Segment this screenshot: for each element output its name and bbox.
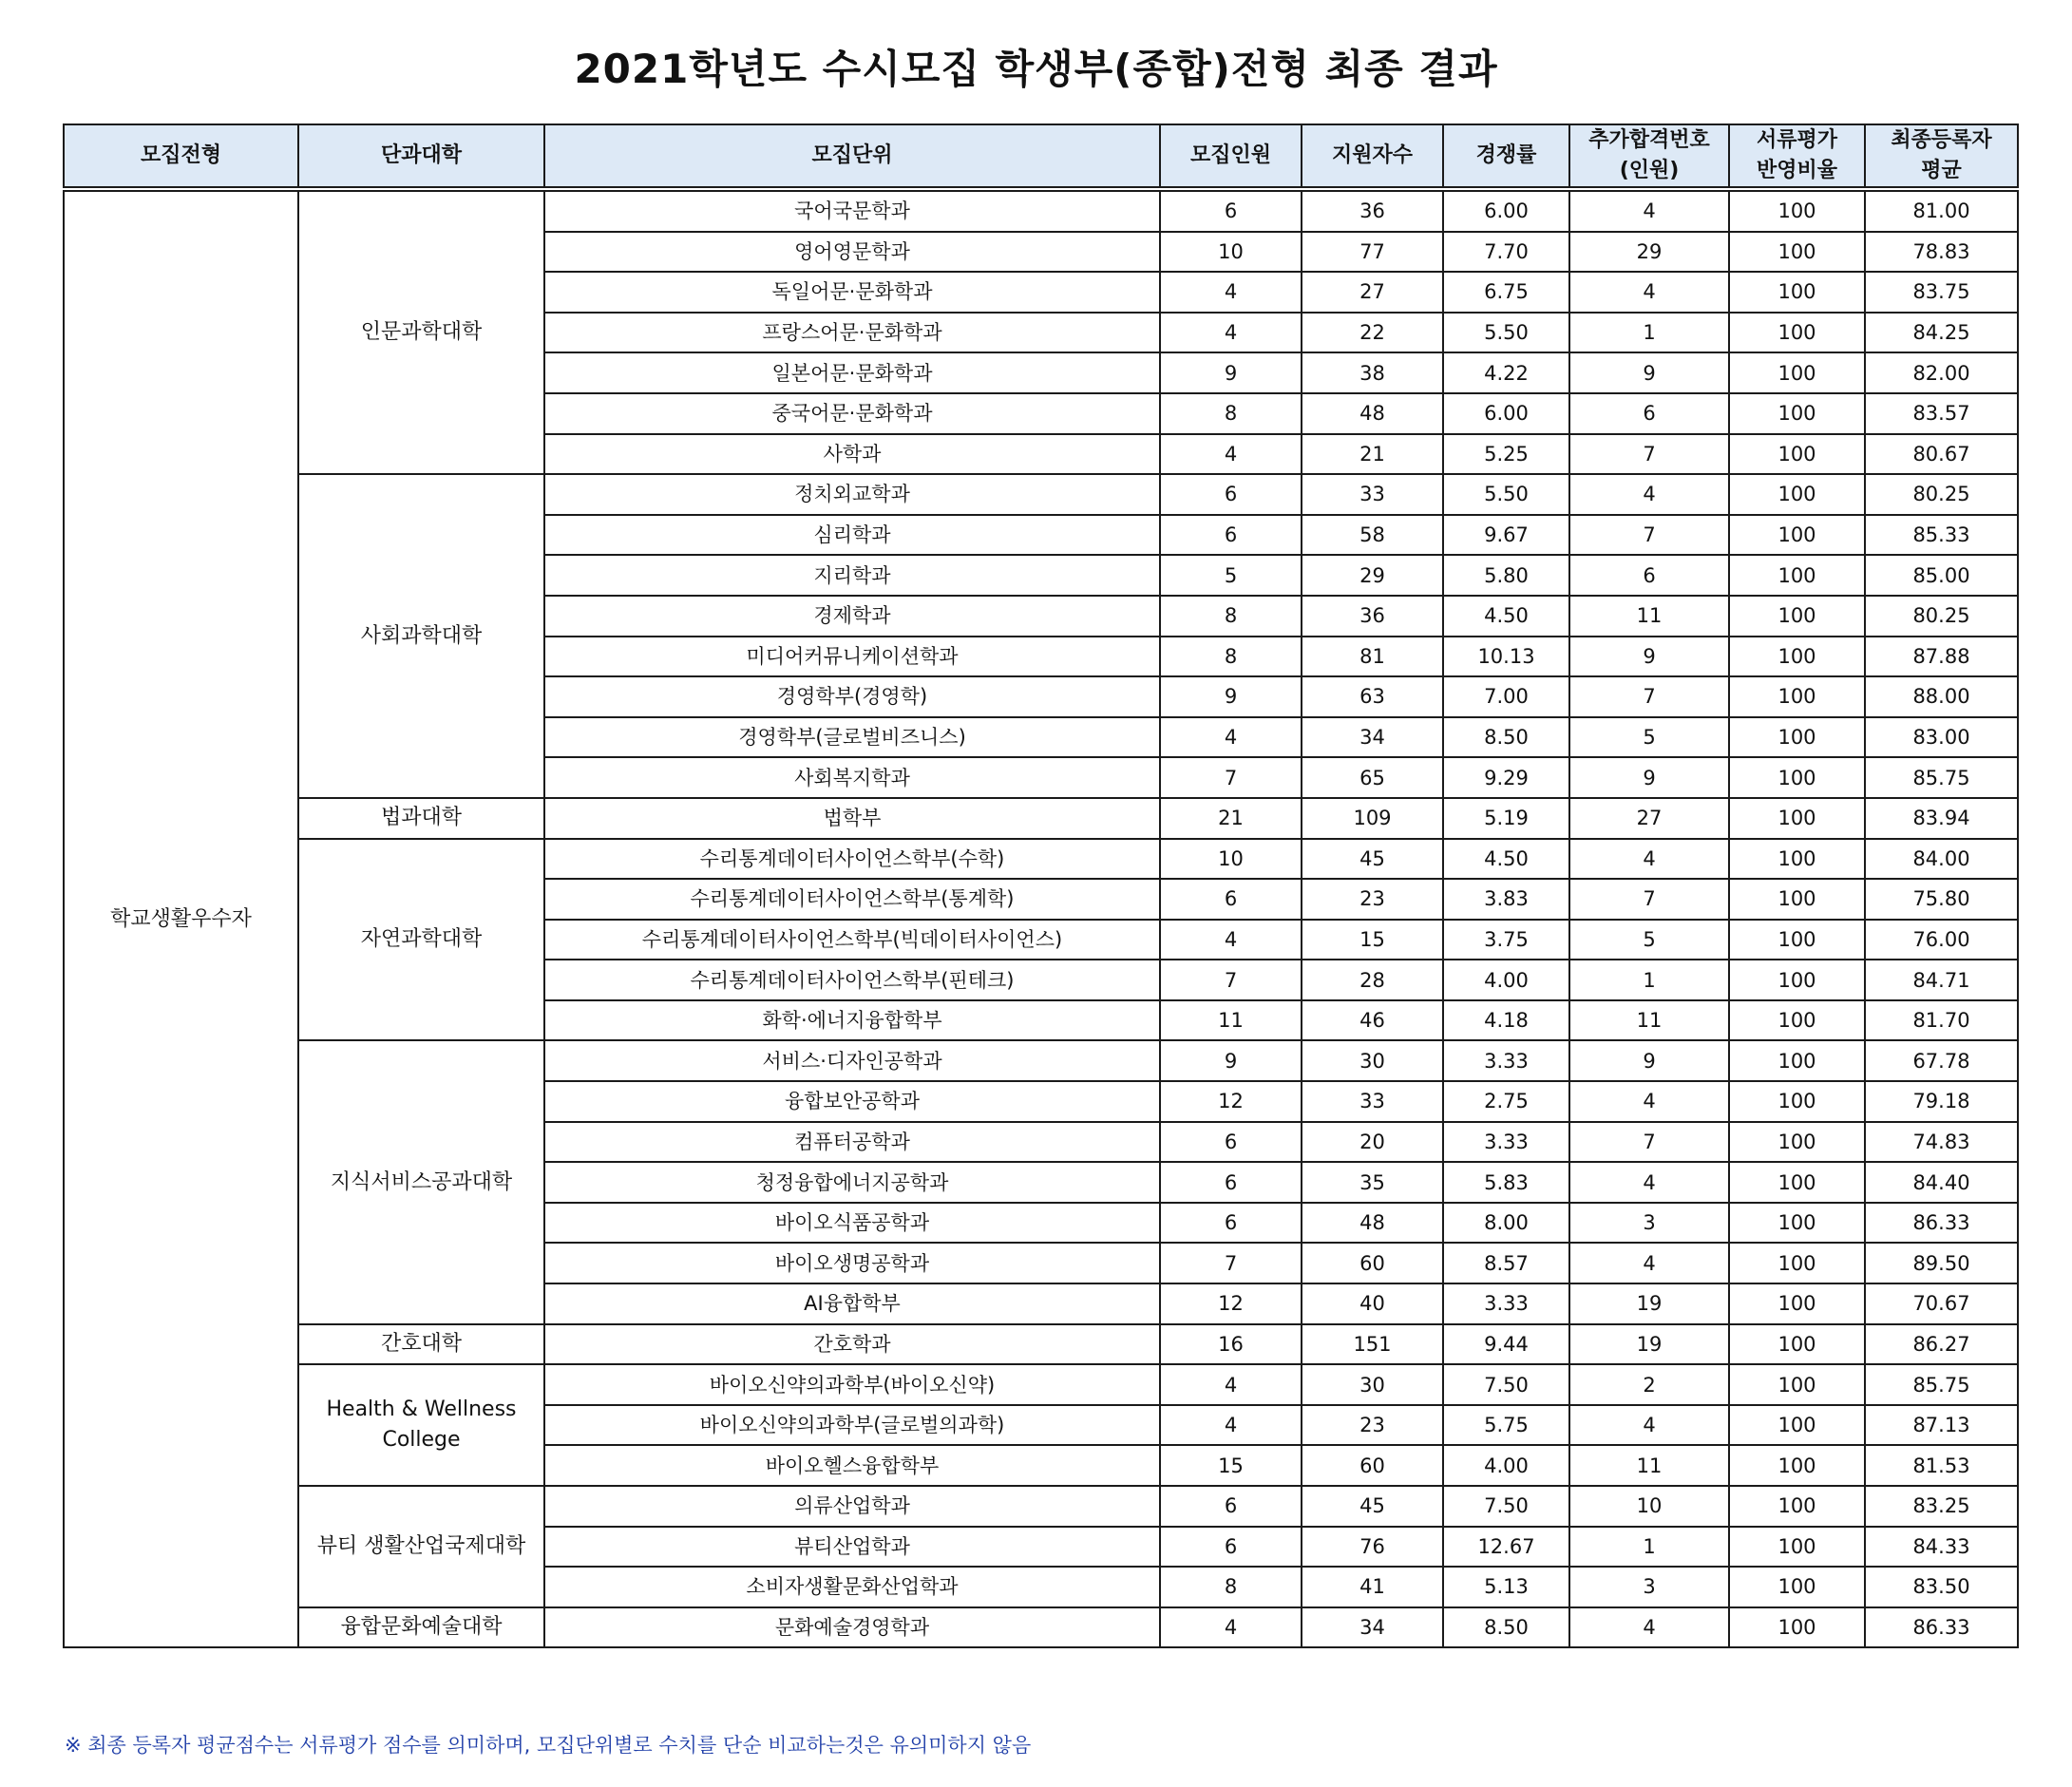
ratio-cell: 5.75 <box>1443 1405 1569 1446</box>
header-applicants: 지원자수 <box>1302 124 1443 189</box>
quota-cell: 9 <box>1160 352 1302 393</box>
doc-ratio-cell: 100 <box>1729 1040 1865 1081</box>
applicants-cell: 27 <box>1302 272 1443 313</box>
final-average-cell: 83.25 <box>1865 1486 2018 1527</box>
unit-cell: 미디어커뮤니케이션학과 <box>544 637 1160 677</box>
ratio-cell: 9.29 <box>1443 757 1569 798</box>
unit-cell: 의류산업학과 <box>544 1486 1160 1527</box>
doc-ratio-cell: 100 <box>1729 960 1865 1000</box>
applicants-cell: 22 <box>1302 313 1443 353</box>
final-average-cell: 80.25 <box>1865 474 2018 515</box>
doc-ratio-cell: 100 <box>1729 1000 1865 1041</box>
quota-cell: 12 <box>1160 1081 1302 1122</box>
unit-cell: 뷰티산업학과 <box>544 1527 1160 1568</box>
ratio-cell: 2.75 <box>1443 1081 1569 1122</box>
table-row <box>64 1364 2018 1405</box>
applicants-cell: 109 <box>1302 798 1443 839</box>
ratio-cell: 9.44 <box>1443 1324 1569 1365</box>
quota-cell: 6 <box>1160 1203 1302 1244</box>
table-row <box>64 1486 2018 1527</box>
extra-admission-cell: 9 <box>1569 757 1729 798</box>
ratio-cell: 6.75 <box>1443 272 1569 313</box>
college-cell <box>298 1364 544 1486</box>
quota-cell: 4 <box>1160 434 1302 475</box>
ratio-cell: 4.22 <box>1443 352 1569 393</box>
unit-cell: 청정융합에너지공학과 <box>544 1162 1160 1203</box>
extra-admission-cell: 29 <box>1569 232 1729 273</box>
college-cell: 융합문화예술대학 <box>298 1607 544 1648</box>
table-row <box>64 474 2018 515</box>
ratio-cell: 3.33 <box>1443 1283 1569 1324</box>
ratio-cell: 5.50 <box>1443 313 1569 353</box>
extra-admission-cell: 7 <box>1569 434 1729 475</box>
page-title: 2021학년도 수시모집 학생부(종합)전형 최종 결과 <box>574 46 1498 92</box>
quota-cell: 8 <box>1160 393 1302 434</box>
ratio-cell: 4.00 <box>1443 1445 1569 1486</box>
doc-ratio-cell: 100 <box>1729 272 1865 313</box>
final-average-cell: 67.78 <box>1865 1040 2018 1081</box>
college-line2: College <box>382 1428 461 1453</box>
ratio-cell: 12.67 <box>1443 1527 1569 1568</box>
quota-cell: 15 <box>1160 1445 1302 1486</box>
applicants-cell: 33 <box>1302 474 1443 515</box>
quota-cell: 8 <box>1160 1567 1302 1607</box>
ratio-cell: 8.00 <box>1443 1203 1569 1244</box>
doc-ratio-cell: 100 <box>1729 1243 1865 1283</box>
applicants-cell: 30 <box>1302 1364 1443 1405</box>
extra-admission-cell: 3 <box>1569 1567 1729 1607</box>
applicants-cell: 34 <box>1302 717 1443 758</box>
college-cell: 인문과학대학 <box>298 189 544 474</box>
extra-admission-cell: 19 <box>1569 1324 1729 1365</box>
ratio-cell: 5.13 <box>1443 1567 1569 1607</box>
applicants-cell: 15 <box>1302 920 1443 960</box>
ratio-cell: 3.33 <box>1443 1122 1569 1163</box>
header-final-line2: 평균 <box>1921 159 1962 182</box>
final-average-cell: 81.53 <box>1865 1445 2018 1486</box>
extra-admission-cell: 4 <box>1569 1081 1729 1122</box>
quota-cell: 6 <box>1160 474 1302 515</box>
quota-cell: 6 <box>1160 1162 1302 1203</box>
final-average-cell: 84.00 <box>1865 839 2018 880</box>
unit-cell: 국어국문학과 <box>544 189 1160 232</box>
final-average-cell: 86.33 <box>1865 1203 2018 1244</box>
applicants-cell: 38 <box>1302 352 1443 393</box>
doc-ratio-cell: 100 <box>1729 515 1865 556</box>
applicants-cell: 81 <box>1302 637 1443 677</box>
applicants-cell: 20 <box>1302 1122 1443 1163</box>
ratio-cell: 8.50 <box>1443 1607 1569 1648</box>
quota-cell: 4 <box>1160 1607 1302 1648</box>
header-doc-line2: 반영비율 <box>1756 159 1837 182</box>
header-extra-line1: 추가합격번호 <box>1588 128 1710 152</box>
final-average-cell: 84.40 <box>1865 1162 2018 1203</box>
table-row <box>64 1324 2018 1365</box>
college-cell: 사회과학대학 <box>298 474 544 798</box>
unit-cell: 수리통계데이터사이언스학부(통계학) <box>544 879 1160 920</box>
doc-ratio-cell: 100 <box>1729 1324 1865 1365</box>
ratio-cell: 5.83 <box>1443 1162 1569 1203</box>
final-average-cell: 86.33 <box>1865 1607 2018 1648</box>
unit-cell: 법학부 <box>544 798 1160 839</box>
college-line1: Health & Wellness <box>326 1397 517 1422</box>
applicants-cell: 30 <box>1302 1040 1443 1081</box>
table-row <box>64 1607 2018 1648</box>
applicants-cell: 63 <box>1302 676 1443 717</box>
applicants-cell: 60 <box>1302 1445 1443 1486</box>
quota-cell: 8 <box>1160 637 1302 677</box>
ratio-cell: 3.33 <box>1443 1040 1569 1081</box>
applicants-cell: 29 <box>1302 555 1443 596</box>
table-body <box>64 189 2018 1647</box>
header-final-average <box>1865 124 2018 189</box>
applicants-cell: 33 <box>1302 1081 1443 1122</box>
applicants-cell: 76 <box>1302 1527 1443 1568</box>
unit-cell: 바이오생명공학과 <box>544 1243 1160 1283</box>
extra-admission-cell: 4 <box>1569 189 1729 232</box>
extra-admission-cell: 4 <box>1569 839 1729 880</box>
quota-cell: 7 <box>1160 960 1302 1000</box>
final-average-cell: 81.00 <box>1865 189 2018 232</box>
quota-cell: 10 <box>1160 839 1302 880</box>
doc-ratio-cell: 100 <box>1729 474 1865 515</box>
quota-cell: 7 <box>1160 1243 1302 1283</box>
footnote: ※ 최종 등록자 평균점수는 서류평가 점수를 의미하며, 모집단위별로 수치를 단순 비교하는것은 유의미하지 않음 <box>65 1734 1032 1757</box>
unit-cell: 소비자생활문화산업학과 <box>544 1567 1160 1607</box>
applicants-cell: 45 <box>1302 1486 1443 1527</box>
applicants-cell: 36 <box>1302 189 1443 232</box>
final-average-cell: 84.25 <box>1865 313 2018 353</box>
header-final-line1: 최종등록자 <box>1891 128 1992 152</box>
applicants-cell: 65 <box>1302 757 1443 798</box>
header-quota: 모집인원 <box>1160 124 1302 189</box>
final-average-cell: 82.00 <box>1865 352 2018 393</box>
final-average-cell: 78.83 <box>1865 232 2018 273</box>
unit-cell: 화학·에너지융합학부 <box>544 1000 1160 1041</box>
unit-cell: 경영학부(경영학) <box>544 676 1160 717</box>
extra-admission-cell: 7 <box>1569 879 1729 920</box>
extra-admission-cell: 11 <box>1569 1000 1729 1041</box>
extra-admission-cell: 4 <box>1569 1162 1729 1203</box>
final-average-cell: 76.00 <box>1865 920 2018 960</box>
doc-ratio-cell: 100 <box>1729 1283 1865 1324</box>
doc-ratio-cell: 100 <box>1729 1122 1865 1163</box>
quota-cell: 10 <box>1160 232 1302 273</box>
extra-admission-cell: 7 <box>1569 515 1729 556</box>
header-extra-line2: (인원) <box>1619 159 1680 182</box>
applicants-cell: 60 <box>1302 1243 1443 1283</box>
applicants-cell: 23 <box>1302 879 1443 920</box>
doc-ratio-cell: 100 <box>1729 637 1865 677</box>
unit-cell: 수리통계데이터사이언스학부(핀테크) <box>544 960 1160 1000</box>
ratio-cell: 9.67 <box>1443 515 1569 556</box>
final-average-cell: 83.50 <box>1865 1567 2018 1607</box>
extra-admission-cell: 11 <box>1569 596 1729 637</box>
unit-cell: 심리학과 <box>544 515 1160 556</box>
ratio-cell: 3.75 <box>1443 920 1569 960</box>
extra-admission-cell: 3 <box>1569 1203 1729 1244</box>
doc-ratio-cell: 100 <box>1729 717 1865 758</box>
doc-ratio-cell: 100 <box>1729 879 1865 920</box>
ratio-cell: 4.50 <box>1443 596 1569 637</box>
final-average-cell: 81.70 <box>1865 1000 2018 1041</box>
applicants-cell: 34 <box>1302 1607 1443 1648</box>
extra-admission-cell: 6 <box>1569 555 1729 596</box>
final-average-cell: 83.94 <box>1865 798 2018 839</box>
final-average-cell: 86.27 <box>1865 1324 2018 1365</box>
doc-ratio-cell: 100 <box>1729 839 1865 880</box>
applicants-cell: 28 <box>1302 960 1443 1000</box>
unit-cell: 바이오헬스융합학부 <box>544 1445 1160 1486</box>
table-row <box>64 798 2018 839</box>
extra-admission-cell: 2 <box>1569 1364 1729 1405</box>
ratio-cell: 7.00 <box>1443 676 1569 717</box>
doc-ratio-cell: 100 <box>1729 1486 1865 1527</box>
results-table <box>63 124 2019 1648</box>
college-cell: 간호대학 <box>298 1324 544 1365</box>
track-cell: 학교생활우수자 <box>64 189 298 1647</box>
doc-ratio-cell: 100 <box>1729 555 1865 596</box>
doc-ratio-cell: 100 <box>1729 232 1865 273</box>
doc-ratio-cell: 100 <box>1729 798 1865 839</box>
college-cell: 지식서비스공과대학 <box>298 1040 544 1323</box>
quota-cell: 5 <box>1160 555 1302 596</box>
doc-ratio-cell: 100 <box>1729 313 1865 353</box>
doc-ratio-cell: 100 <box>1729 1081 1865 1122</box>
ratio-cell: 3.83 <box>1443 879 1569 920</box>
extra-admission-cell: 9 <box>1569 1040 1729 1081</box>
unit-cell: 독일어문·문화학과 <box>544 272 1160 313</box>
doc-ratio-cell: 100 <box>1729 1162 1865 1203</box>
quota-cell: 12 <box>1160 1283 1302 1324</box>
applicants-cell: 36 <box>1302 596 1443 637</box>
ratio-cell: 7.50 <box>1443 1486 1569 1527</box>
doc-ratio-cell: 100 <box>1729 393 1865 434</box>
final-average-cell: 88.00 <box>1865 676 2018 717</box>
doc-ratio-cell: 100 <box>1729 1405 1865 1446</box>
applicants-cell: 58 <box>1302 515 1443 556</box>
quota-cell: 7 <box>1160 757 1302 798</box>
unit-cell: 중국어문·문화학과 <box>544 393 1160 434</box>
quota-cell: 6 <box>1160 189 1302 232</box>
extra-admission-cell: 1 <box>1569 1527 1729 1568</box>
final-average-cell: 87.13 <box>1865 1405 2018 1446</box>
ratio-cell: 8.50 <box>1443 717 1569 758</box>
doc-ratio-cell: 100 <box>1729 920 1865 960</box>
header-unit: 모집단위 <box>544 124 1160 189</box>
applicants-cell: 46 <box>1302 1000 1443 1041</box>
applicants-cell: 45 <box>1302 839 1443 880</box>
doc-ratio-cell: 100 <box>1729 1364 1865 1405</box>
ratio-cell: 5.19 <box>1443 798 1569 839</box>
unit-cell: 사회복지학과 <box>544 757 1160 798</box>
final-average-cell: 89.50 <box>1865 1243 2018 1283</box>
doc-ratio-cell: 100 <box>1729 676 1865 717</box>
header-ratio: 경쟁률 <box>1443 124 1569 189</box>
quota-cell: 4 <box>1160 920 1302 960</box>
final-average-cell: 85.75 <box>1865 1364 2018 1405</box>
doc-ratio-cell: 100 <box>1729 434 1865 475</box>
unit-cell: 바이오신약의과학부(바이오신약) <box>544 1364 1160 1405</box>
final-average-cell: 85.00 <box>1865 555 2018 596</box>
quota-cell: 21 <box>1160 798 1302 839</box>
extra-admission-cell: 5 <box>1569 717 1729 758</box>
doc-ratio-cell: 100 <box>1729 757 1865 798</box>
unit-cell: 바이오신약의과학부(글로벌의과학) <box>544 1405 1160 1446</box>
final-average-cell: 80.67 <box>1865 434 2018 475</box>
header-row <box>64 124 2018 189</box>
quota-cell: 16 <box>1160 1324 1302 1365</box>
unit-cell: 컴퓨터공학과 <box>544 1122 1160 1163</box>
extra-admission-cell: 4 <box>1569 1243 1729 1283</box>
header-doc-ratio <box>1729 124 1865 189</box>
quota-cell: 6 <box>1160 1122 1302 1163</box>
ratio-cell: 5.50 <box>1443 474 1569 515</box>
ratio-cell: 7.50 <box>1443 1364 1569 1405</box>
applicants-cell: 77 <box>1302 232 1443 273</box>
extra-admission-cell: 6 <box>1569 393 1729 434</box>
unit-cell: 바이오식품공학과 <box>544 1203 1160 1244</box>
applicants-cell: 23 <box>1302 1405 1443 1446</box>
quota-cell: 6 <box>1160 515 1302 556</box>
unit-cell: 지리학과 <box>544 555 1160 596</box>
extra-admission-cell: 9 <box>1569 352 1729 393</box>
extra-admission-cell: 7 <box>1569 1122 1729 1163</box>
extra-admission-cell: 19 <box>1569 1283 1729 1324</box>
extra-admission-cell: 5 <box>1569 920 1729 960</box>
quota-cell: 9 <box>1160 676 1302 717</box>
extra-admission-cell: 4 <box>1569 1405 1729 1446</box>
extra-admission-cell: 1 <box>1569 313 1729 353</box>
applicants-cell: 41 <box>1302 1567 1443 1607</box>
doc-ratio-cell: 100 <box>1729 352 1865 393</box>
final-average-cell: 80.25 <box>1865 596 2018 637</box>
doc-ratio-cell: 100 <box>1729 1527 1865 1568</box>
final-average-cell: 85.75 <box>1865 757 2018 798</box>
quota-cell: 4 <box>1160 313 1302 353</box>
college-cell: 법과대학 <box>298 798 544 839</box>
doc-ratio-cell: 100 <box>1729 189 1865 232</box>
table-row <box>64 839 2018 880</box>
applicants-cell: 21 <box>1302 434 1443 475</box>
final-average-cell: 85.33 <box>1865 515 2018 556</box>
ratio-cell: 4.00 <box>1443 960 1569 1000</box>
doc-ratio-cell: 100 <box>1729 1445 1865 1486</box>
applicants-cell: 151 <box>1302 1324 1443 1365</box>
applicants-cell: 48 <box>1302 1203 1443 1244</box>
extra-admission-cell: 4 <box>1569 1607 1729 1648</box>
extra-admission-cell: 7 <box>1569 676 1729 717</box>
ratio-cell: 4.50 <box>1443 839 1569 880</box>
quota-cell: 6 <box>1160 1527 1302 1568</box>
unit-cell: 경제학과 <box>544 596 1160 637</box>
ratio-cell: 6.00 <box>1443 393 1569 434</box>
college-cell: 뷰티 생활산업국제대학 <box>298 1486 544 1607</box>
extra-admission-cell: 9 <box>1569 637 1729 677</box>
quota-cell: 6 <box>1160 1486 1302 1527</box>
extra-admission-cell: 27 <box>1569 798 1729 839</box>
ratio-cell: 6.00 <box>1443 189 1569 232</box>
extra-admission-cell: 4 <box>1569 272 1729 313</box>
final-average-cell: 84.33 <box>1865 1527 2018 1568</box>
extra-admission-cell: 1 <box>1569 960 1729 1000</box>
extra-admission-cell: 4 <box>1569 474 1729 515</box>
ratio-cell: 7.70 <box>1443 232 1569 273</box>
final-average-cell: 70.67 <box>1865 1283 2018 1324</box>
unit-cell: 영어영문학과 <box>544 232 1160 273</box>
unit-cell: 융합보안공학과 <box>544 1081 1160 1122</box>
doc-ratio-cell: 100 <box>1729 596 1865 637</box>
quota-cell: 4 <box>1160 1364 1302 1405</box>
unit-cell: AI융합학부 <box>544 1283 1160 1324</box>
unit-cell: 서비스·디자인공학과 <box>544 1040 1160 1081</box>
ratio-cell: 5.25 <box>1443 434 1569 475</box>
header-track: 모집전형 <box>64 124 298 189</box>
quota-cell: 9 <box>1160 1040 1302 1081</box>
unit-cell: 간호학과 <box>544 1324 1160 1365</box>
final-average-cell: 83.00 <box>1865 717 2018 758</box>
header-doc-line1: 서류평가 <box>1756 128 1837 152</box>
quota-cell: 4 <box>1160 717 1302 758</box>
ratio-cell: 5.80 <box>1443 555 1569 596</box>
quota-cell: 4 <box>1160 272 1302 313</box>
final-average-cell: 75.80 <box>1865 879 2018 920</box>
final-average-cell: 84.71 <box>1865 960 2018 1000</box>
extra-admission-cell: 10 <box>1569 1486 1729 1527</box>
unit-cell: 수리통계데이터사이언스학부(수학) <box>544 839 1160 880</box>
ratio-cell: 8.57 <box>1443 1243 1569 1283</box>
quota-cell: 8 <box>1160 596 1302 637</box>
final-average-cell: 79.18 <box>1865 1081 2018 1122</box>
final-average-cell: 83.57 <box>1865 393 2018 434</box>
unit-cell: 정치외교학과 <box>544 474 1160 515</box>
applicants-cell: 48 <box>1302 393 1443 434</box>
applicants-cell: 40 <box>1302 1283 1443 1324</box>
unit-cell: 일본어문·문화학과 <box>544 352 1160 393</box>
unit-cell: 수리통계데이터사이언스학부(빅데이터사이언스) <box>544 920 1160 960</box>
quota-cell: 4 <box>1160 1405 1302 1446</box>
final-average-cell: 83.75 <box>1865 272 2018 313</box>
ratio-cell: 4.18 <box>1443 1000 1569 1041</box>
unit-cell: 사학과 <box>544 434 1160 475</box>
ratio-cell: 10.13 <box>1443 637 1569 677</box>
table-row <box>64 189 2018 232</box>
quota-cell: 11 <box>1160 1000 1302 1041</box>
quota-cell: 6 <box>1160 879 1302 920</box>
doc-ratio-cell: 100 <box>1729 1203 1865 1244</box>
final-average-cell: 74.83 <box>1865 1122 2018 1163</box>
header-extra-admission <box>1569 124 1729 189</box>
doc-ratio-cell: 100 <box>1729 1567 1865 1607</box>
final-average-cell: 87.88 <box>1865 637 2018 677</box>
unit-cell: 프랑스어문·문화학과 <box>544 313 1160 353</box>
extra-admission-cell: 11 <box>1569 1445 1729 1486</box>
unit-cell: 문화예술경영학과 <box>544 1607 1160 1648</box>
unit-cell: 경영학부(글로벌비즈니스) <box>544 717 1160 758</box>
college-cell: 자연과학대학 <box>298 839 544 1041</box>
table-row <box>64 1040 2018 1081</box>
applicants-cell: 35 <box>1302 1162 1443 1203</box>
doc-ratio-cell: 100 <box>1729 1607 1865 1648</box>
header-college: 단과대학 <box>298 124 544 189</box>
